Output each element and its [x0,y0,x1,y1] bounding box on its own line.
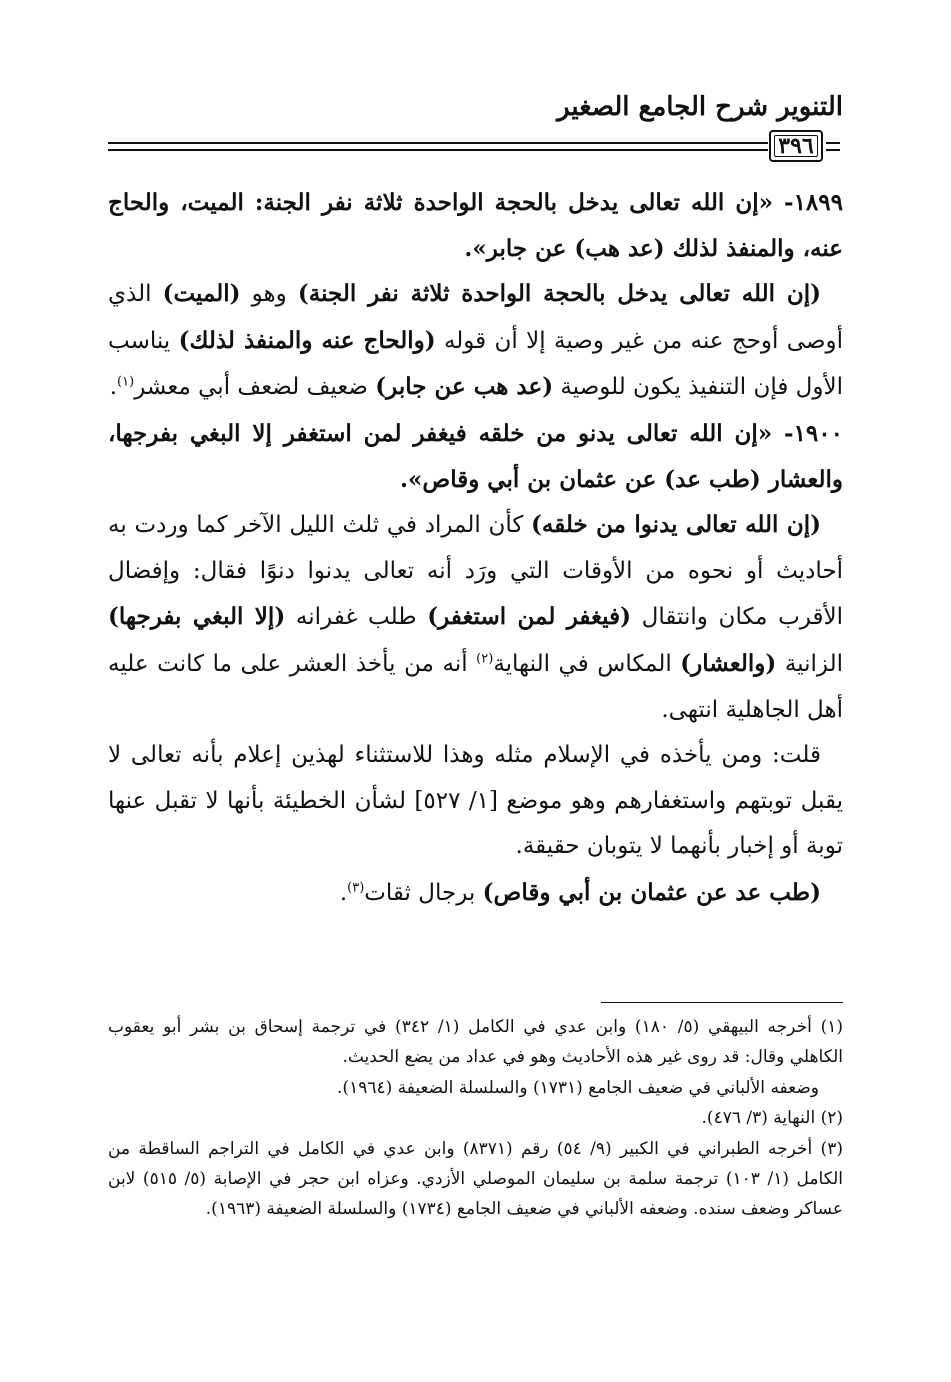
commentary-text: . [109,374,118,401]
commentary-text: طلب غفرانه [285,604,428,631]
commentary-quote: (إلا البغي بفرجها) [108,603,286,631]
commentary-quote: (والعشار) [680,649,777,677]
commentary-text: الذي أوصى أوحج عنه من غير وصية إلا أن قوله [108,281,843,354]
book-title: التنوير شرح الجامع الصغير [557,92,843,122]
footnote-ref-3: (٣) [347,880,365,896]
footnote-ref-1: (١) [117,374,135,390]
commentary-text: كأن المراد في ثلث الليل الآخر كما وردت به أحاديث أو نحوه من الأوقات التي ورَد أنه تعالى يدنوا دنوًا فقال: وإفضال الأقرب مكان وانتقال [108,512,843,631]
header-rule-cap [826,140,840,154]
commentary-text: يناسب الأول فإن التنفيذ يكون للوصية [108,327,843,401]
commentary-quote: (إن الله تعالى يدنوا من خلقه) [531,511,821,539]
commentary-quote: (والحاج عنه والمنفذ لذلك) [178,326,436,354]
footnotes [108,1012,843,1225]
commentary-1899 [108,271,843,411]
commentary-text: برجال ثقات [364,879,483,906]
hadith-1899: ١٨٩٩- «إن الله تعالى يدخل بالحجة الواحدة ثلاثة نفر الجنة: الميت، والحاج عنه، والمنفذ لذلك (عد هب) عن جابر». [108,189,843,262]
commentary-quote: (طب عد عن عثمان بن أبي وقاص) [482,878,821,906]
commentary-quote: (فيغفر لمن استغفر) [427,603,631,631]
footnote-ref-2: (٢) [476,651,494,667]
footnote-separator [601,1002,843,1003]
footnote-1: (١) أخرجه البيهقي (٥/ ١٨٠) وابن عدي في الكامل (١/ ٣٤٢) في ترجمة إسحاق بن بشر أبو يعقوب الكاهلي وقال: قد روى غير هذه الأحاديث وهو في عداد من يضع الحديث. [108,1017,843,1068]
main-text [108,180,843,917]
hadith-1900: ١٩٠٠- «إن الله تعالى يدنو من خلقه فيغفر لمن استغفر إلا البغي بفرجها، والعشار (طب عد) عن عثمان بن أبي وقاص». [108,419,843,493]
commentary-quote: (إن الله تعالى يدخل بالحجة الواحدة ثلاثة نفر الجنة) [297,280,821,308]
footnote-2: (٢) النهاية (٣/ ٤٧٦). [701,1108,843,1129]
commentary-1900 [108,502,843,733]
commentary-text: أنه من يأخذ العشر على ما كانت عليه أهل الجاهلية انتهى. [108,650,843,723]
closing-paragraph [108,870,843,917]
qult-paragraph: قلت: ومن يأخذه في الإسلام مثله وهذا للاستثناء لهذين إعلام بأنه تعالى لا يقبل توبتهم واستغفارهم وهو موضع [١/ ٥٢٧] لشأن الخطيئة بأنها لا تقبل عنها توبة أو إخبار بأنهما لا يتوبان حقيقة. [108,742,844,860]
page-number: ٣٩٦ [769,130,823,162]
commentary-text: المكاس في النهاية [493,650,681,677]
commentary-quote: (عد هب عن جابر) [375,373,554,401]
commentary-text: وهو [240,281,298,308]
footnote-1-continuation: وضعفه الألباني في ضعيف الجامع (١٧٣١) والسلسلة الضعيفة (١٩٦٤). [337,1077,819,1098]
commentary-quote: (الميت) [162,280,241,308]
header-rule [108,140,768,154]
commentary-text: . [339,879,348,906]
commentary-text: ضعيف لضعف أبي معشر [134,374,376,401]
commentary-text: الزانية [776,650,844,677]
footnote-3: (٣) أخرجه الطبراني في الكبير (٩/ ٥٤) رقم (٨٣٧١) وابن عدي في الكامل في التراجم الساقطة من الكامل (١/ ١٠٣) ترجمة سلمة بن سليمان الموصلي الأزدي. وعزاه ابن حجر في الإصابة (٥/ ٥١٥) لابن عساكر وضعف سنده. وضعفه الألباني في ضعيف الجامع (١٧٣٤) والسلسلة الضعيفة (١٩٦٣). [108,1138,843,1220]
